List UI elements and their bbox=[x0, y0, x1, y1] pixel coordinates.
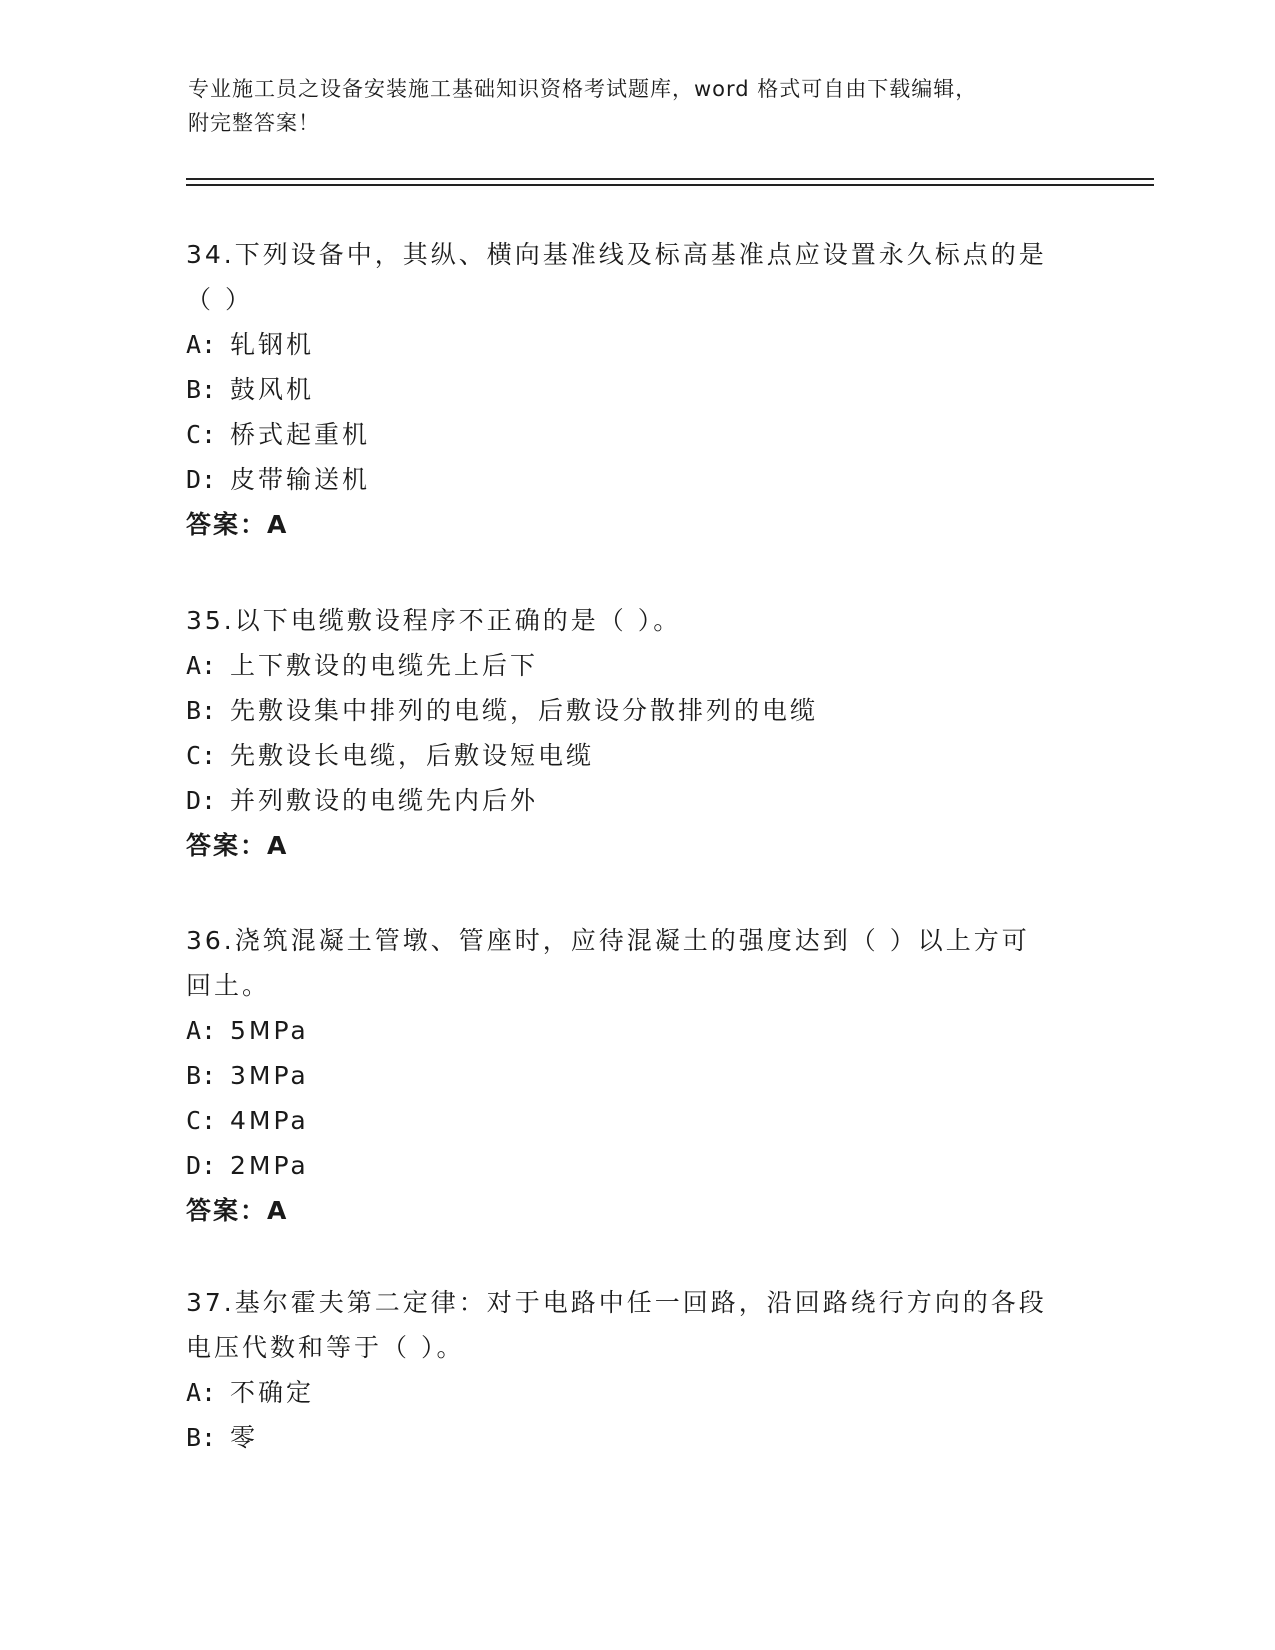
option-letter: B: bbox=[186, 1423, 217, 1452]
option-text: 3MPa bbox=[230, 1061, 309, 1090]
question-stem: 34.下列设备中，其纵、横向基准线及标高基准点应设置永久标点的是 bbox=[186, 240, 1047, 269]
option-letter: A: bbox=[186, 651, 217, 680]
option-b bbox=[186, 1053, 1086, 1098]
option-text: 先敷设集中排列的电缆，后敷设分散排列的电缆 bbox=[230, 696, 819, 725]
question-36 bbox=[186, 918, 1086, 1233]
option-letter: A: bbox=[186, 1016, 217, 1045]
question-stem: 36.浇筑混凝土管墩、管座时，应待混凝土的强度达到（ ）以上方可 bbox=[186, 926, 1030, 955]
question-stem: 37.基尔霍夫第二定律：对于电路中任一回路，沿回路绕行方向的各段 bbox=[186, 1288, 1047, 1317]
option-letter: A: bbox=[186, 330, 217, 359]
option-text: 零 bbox=[230, 1423, 259, 1452]
question-stem-continued: 回土。 bbox=[186, 971, 271, 1000]
answer-line: 答案：A bbox=[186, 1196, 289, 1225]
option-letter: D: bbox=[186, 786, 217, 815]
option-letter: D: bbox=[186, 465, 217, 494]
option-text: 2MPa bbox=[230, 1151, 309, 1180]
option-c bbox=[186, 733, 1086, 778]
question-stem-continued: 电压代数和等于（ ）。 bbox=[186, 1333, 465, 1362]
option-text: 先敷设长电缆，后敷设短电缆 bbox=[230, 741, 595, 770]
option-letter: C: bbox=[186, 741, 217, 770]
option-letter: C: bbox=[186, 420, 217, 449]
header-divider-top bbox=[186, 178, 1154, 180]
option-text: 桥式起重机 bbox=[230, 420, 371, 449]
option-text: 并列敷设的电缆先内后外 bbox=[230, 786, 539, 815]
option-text: 5MPa bbox=[230, 1016, 309, 1045]
option-text: 上下敷设的电缆先上后下 bbox=[230, 651, 539, 680]
option-text: 皮带输送机 bbox=[230, 465, 371, 494]
option-a bbox=[186, 1008, 1086, 1053]
document-header bbox=[188, 72, 1088, 140]
answer-line: 答案：A bbox=[186, 831, 289, 860]
option-text: 不确定 bbox=[230, 1378, 315, 1407]
option-d bbox=[186, 778, 1086, 823]
question-37 bbox=[186, 1280, 1086, 1460]
option-letter: A: bbox=[186, 1378, 217, 1407]
header-line-2: 附完整答案！ bbox=[188, 111, 320, 135]
question-35 bbox=[186, 598, 1086, 868]
question-stem-continued: （ ） bbox=[186, 285, 253, 314]
option-letter: D: bbox=[186, 1151, 217, 1180]
option-letter: B: bbox=[186, 1061, 217, 1090]
option-d bbox=[186, 1143, 1086, 1188]
option-text: 轧钢机 bbox=[230, 330, 315, 359]
option-c bbox=[186, 1098, 1086, 1143]
header-divider-bottom bbox=[186, 184, 1154, 186]
option-a bbox=[186, 643, 1086, 688]
option-letter: B: bbox=[186, 375, 217, 404]
option-b bbox=[186, 1415, 1086, 1460]
option-b bbox=[186, 688, 1086, 733]
option-text: 4MPa bbox=[230, 1106, 309, 1135]
option-letter: B: bbox=[186, 696, 217, 725]
option-d bbox=[186, 457, 1086, 502]
question-34 bbox=[186, 232, 1086, 547]
option-text: 鼓风机 bbox=[230, 375, 315, 404]
option-c bbox=[186, 412, 1086, 457]
header-line-1: 专业施工员之设备安装施工基础知识资格考试题库，word 格式可自由下载编辑， bbox=[188, 77, 978, 101]
option-a bbox=[186, 322, 1086, 367]
option-a bbox=[186, 1370, 1086, 1415]
question-stem: 35.以下电缆敷设程序不正确的是（ ）。 bbox=[186, 606, 682, 635]
option-b bbox=[186, 367, 1086, 412]
answer-line: 答案：A bbox=[186, 510, 289, 539]
option-letter: C: bbox=[186, 1106, 217, 1135]
